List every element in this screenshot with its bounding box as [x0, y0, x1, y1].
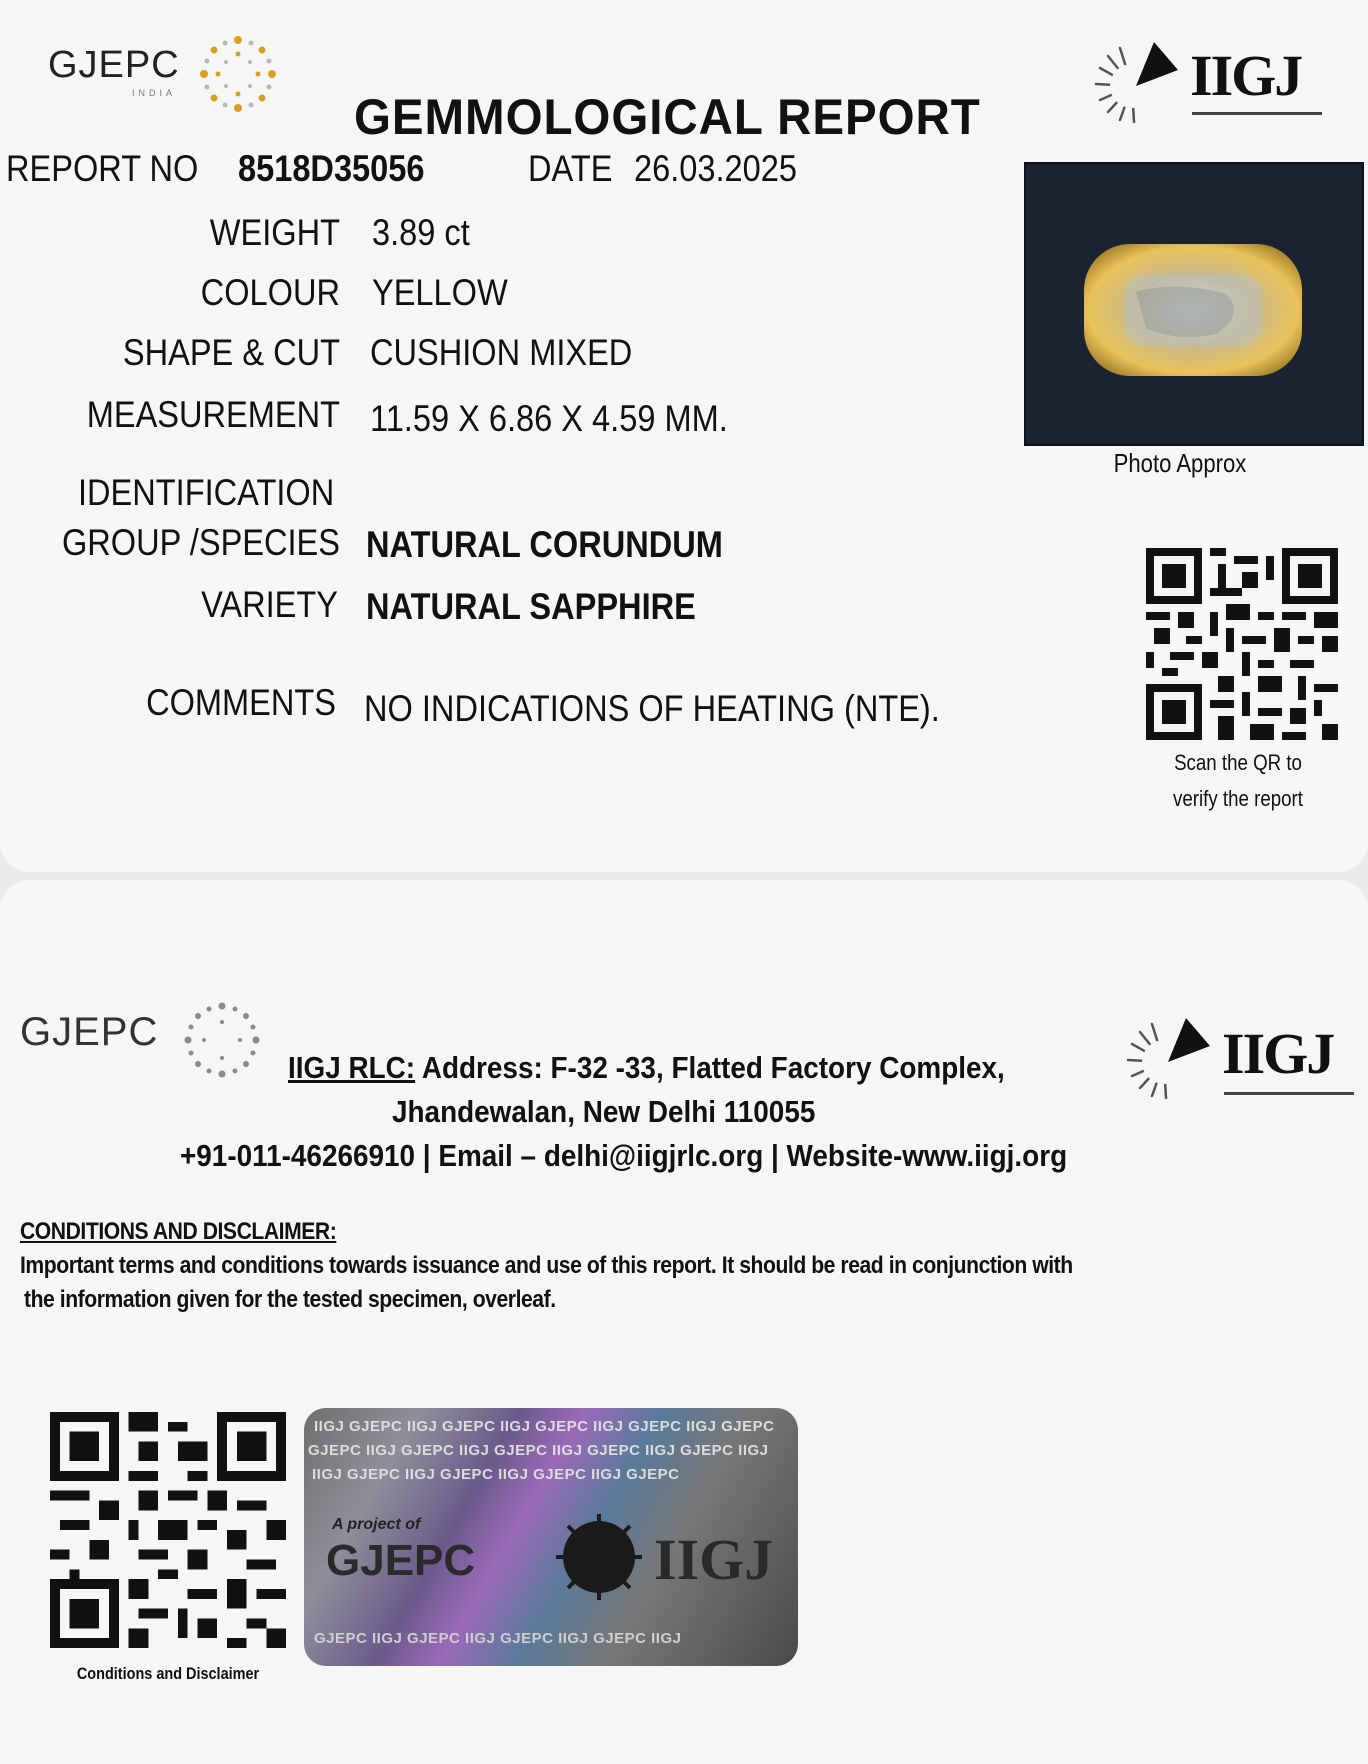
- gjepc-logo: [48, 44, 180, 98]
- hologram-row1: IIGJ GJEPC IIGJ GJEPC IIGJ GJEPC IIGJ GJEPC IIGJ GJEPC: [314, 1418, 775, 1435]
- gjepc-star-icon: [198, 34, 278, 114]
- conditions-line2: the information given for the tested specimen, overleaf.: [24, 1286, 556, 1313]
- weight-label: WEIGHT: [209, 212, 340, 253]
- gjepc-logo-text-back: GJEPC: [20, 1010, 159, 1054]
- address-line2: Jhandewalan, New Delhi 110055: [392, 1094, 816, 1129]
- qr-caption-line2: verify the report: [1173, 786, 1303, 811]
- date-label: DATE: [528, 148, 613, 189]
- conditions-qr-code[interactable]: [50, 1410, 286, 1650]
- address-line1: [288, 1050, 1005, 1086]
- iigj-burst-icon-back: [1118, 1012, 1218, 1102]
- report-front-card: [0, 0, 1368, 872]
- qr-caption-line1: Scan the QR to: [1174, 750, 1302, 775]
- identification-label: IDENTIFICATION: [78, 472, 335, 513]
- hologram-project-label: A project of: [332, 1516, 421, 1533]
- measurement-label: MEASUREMENT: [86, 394, 340, 435]
- contact-line: +91-011-46266910 | Email – delhi@iigjrlc.org | Website-www.iigj.org: [180, 1138, 1068, 1173]
- hologram-bottom-row: GJEPC IIGJ GJEPC IIGJ GJEPC IIGJ GJEPC IIGJ: [314, 1630, 682, 1647]
- measurement-value: 11.59 X 6.86 X 4.59 MM.: [370, 398, 728, 439]
- group-species-value: NATURAL CORUNDUM: [366, 524, 723, 565]
- gjepc-logo-sub: INDIA: [132, 88, 177, 98]
- security-hologram: [304, 1408, 798, 1666]
- iigj-burst-icon: [1086, 36, 1186, 126]
- variety-label: VARIETY: [201, 584, 338, 625]
- address-prefix: IIGJ RLC:: [288, 1050, 416, 1085]
- conditions-line1: Important terms and conditions towards issuance and use of this report. It should be read in conjunction with: [20, 1252, 1073, 1279]
- photo-caption: Photo Approx: [1113, 448, 1247, 478]
- hologram-row3: IIGJ GJEPC IIGJ GJEPC IIGJ GJEPC IIGJ GJEPC: [312, 1466, 680, 1483]
- shape-cut-value: CUSHION MIXED: [370, 332, 633, 373]
- date-value: 26.03.2025: [634, 148, 797, 189]
- comments-value: NO INDICATIONS OF HEATING (NTE).: [364, 688, 940, 729]
- stone-photo: [1024, 162, 1364, 446]
- hologram-iigj: IIGJ: [654, 1527, 774, 1592]
- shape-cut-label: SHAPE & CUT: [122, 332, 340, 373]
- address-text: Address: F-32 -33, Flatted Factory Complex,: [415, 1050, 1005, 1085]
- conditions-heading: CONDITIONS AND DISCLAIMER:: [20, 1218, 337, 1245]
- comments-label: COMMENTS: [146, 682, 336, 723]
- hologram-row2: GJEPC IIGJ GJEPC IIGJ GJEPC IIGJ GJEPC IIGJ GJEPC IIGJ: [308, 1442, 769, 1459]
- iigj-logo-text-back: IIGJ: [1222, 1021, 1334, 1086]
- iigj-logo-text: IIGJ: [1190, 43, 1302, 108]
- weight-value: 3.89 ct: [372, 212, 470, 253]
- report-no-value: 8518D35056: [238, 148, 425, 189]
- iigj-logo-rule-back: [1224, 1092, 1354, 1095]
- hologram-emblem-icon: [554, 1512, 644, 1602]
- gjepc-star-icon-back: [182, 1000, 262, 1080]
- stone-image: [1026, 164, 1362, 444]
- gjepc-logo-text: GJEPC: [48, 44, 180, 86]
- report-back-card: [0, 880, 1368, 1764]
- variety-value: NATURAL SAPPHIRE: [366, 586, 696, 627]
- report-title: GEMMOLOGICAL REPORT: [354, 89, 981, 145]
- colour-label: COLOUR: [200, 272, 340, 313]
- verify-qr-code[interactable]: [1146, 546, 1338, 742]
- colour-value: YELLOW: [372, 272, 508, 313]
- hologram-gjepc: GJEPC: [326, 1536, 476, 1585]
- report-no-label: REPORT NO: [6, 148, 199, 189]
- conditions-qr-caption: Conditions and Disclaimer: [76, 1664, 260, 1683]
- group-species-label: GROUP /SPECIES: [61, 522, 340, 563]
- iigj-logo-rule: [1192, 112, 1322, 115]
